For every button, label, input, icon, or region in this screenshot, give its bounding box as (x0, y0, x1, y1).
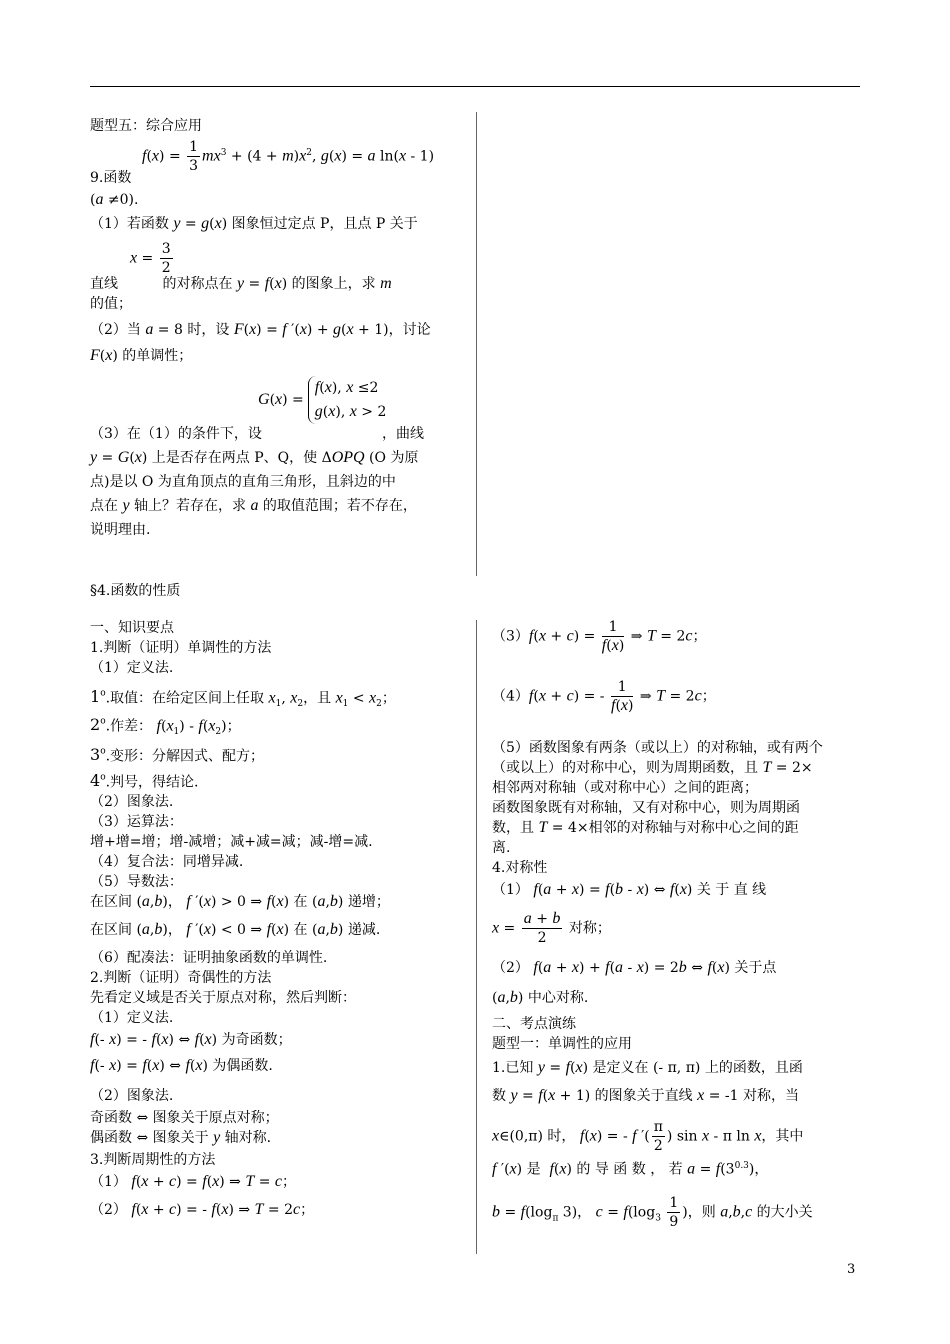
text-line: 点)是以 O 为直角顶点的直角三角形，且斜边的中 (90, 474, 396, 490)
text-line: F(x) 的单调性； (90, 347, 193, 364)
text-line: 说明理由. (90, 522, 151, 538)
text-line: （1） f(a + x) = f(b - x) ⇔ f(x) 关 于 直 线 (492, 881, 767, 898)
text-line: 4.对称性 (492, 860, 548, 876)
text-line: （2） f(a + x) + f(a - x) = 2b ⇔ f(x) 关于点 (492, 959, 777, 976)
formula-line: （3）f(x + c) = $\frac{1}{f(x)}$ ⇒ T = 2c； (492, 619, 707, 654)
text-line: f ′(x) 是 f(x) 的 导 函 数 ， 若 $a = f(3^{0.3})$， (492, 1160, 769, 1178)
text-line: 4$^o$.判号，得结论. (90, 771, 199, 791)
formula-line: f(x) = $\frac{1}{3}$ $mx^3 + (4 + m)x^2$, g(x) = a ln(x - 1) (142, 139, 435, 174)
left-column-bottom (90, 618, 462, 1228)
text-line: 的值； (90, 296, 132, 312)
formula-line: $b = f(\log_\pi$ 3)， $c = f(\log_3$ $\frac{1}{9}$ )，则 a,b,c 的大小关 (492, 1195, 813, 1230)
section-heading: §4.函数的性质 (90, 583, 181, 599)
text-line: 在区间 (a,b)， f ′(x) > 0 ⇒ f(x) 在 (a,b) 递增； (90, 893, 390, 910)
text-line: 1$^o$.取值：在给定区间上任取 $x_1$, $x_2$，且 $x_1 < x_2$； (90, 687, 396, 710)
text-line: 奇函数 ⇔ 图象关于原点对称； (90, 1110, 279, 1126)
formula-line: x∈(0,π) 时， f(x) = - f ′( $\frac{\pi}{2}$ ) sin x - π ln x，其中 (492, 1119, 804, 1154)
text-line: 离. (492, 840, 511, 856)
text-line: 2$^o$.作差： $f(x_1) - f(x_2)$； (90, 715, 241, 738)
text-line: 题型一：单调性的应用 (492, 1036, 632, 1052)
page-number: 3 (847, 1262, 856, 1277)
text-line: 二、考点演练 (492, 1016, 576, 1032)
text-line: 2.判断（证明）奇偶性的方法 (90, 970, 272, 986)
text-line: （3）在（1）的条件下，设 ，曲线 (90, 426, 424, 442)
left-column-top (90, 116, 462, 540)
text-line: 1.已知 y = f(x) 是定义在 (- π, π) 上的函数，且函 (492, 1059, 803, 1076)
text-line: （2） f(x + c) = - f(x) ⇒ T = 2c； (90, 1201, 315, 1218)
text-line: 先看定义域是否关于原点对称，然后判断： (90, 990, 356, 1006)
text-line: （或以上）的对称中心，则为周期函数，且 T = 2× (492, 759, 813, 776)
text-line: （1）若函数 y = g(x) 图象恒过定点 P，且点 P 关于 (90, 215, 418, 232)
text-line: 相邻两对称轴（或对称中心）之间的距离； (492, 780, 758, 796)
text-line: 数 y = f(x + 1) 的图象关于直线 x = -1 对称，当 (492, 1087, 799, 1104)
text-line: 3$^o$.变形：分解因式、配方； (90, 745, 265, 765)
text-line: (a,b) 中心对称. (492, 989, 589, 1006)
text-line: （1）定义法. (90, 1010, 174, 1026)
text-line: 点在 y 轴上？若存在，求 a 的取值范围；若不存在， (90, 497, 417, 514)
formula-line: x = $\frac{3}{2}$ (130, 241, 171, 276)
text-line: 数，且 T = 4×相邻的对称轴与对称中心之间的距 (492, 819, 799, 836)
text-line: 偶函数 ⇔ 图象关于 y 轴对称. (90, 1129, 272, 1146)
column-divider-top (476, 112, 477, 576)
text-line: （1）定义法. (90, 660, 174, 676)
text-line: （4）复合法：同增异减. (90, 854, 244, 870)
formula-line: G(x) = f(x), x ≤2 g(x), x > 2 (90, 376, 462, 424)
header-rule (90, 86, 860, 87)
formula-line: （4）f(x + c) = - $\frac{1}{f(x)}$ ⇒ T = 2c； (492, 679, 716, 714)
text-line: 题型五：综合应用 (90, 118, 202, 134)
text-line: 9.函数 (90, 170, 132, 186)
text-line: y = G(x) 上是否存在两点 P、Q，使 ΔOPQ (O 为原 (90, 449, 419, 466)
text-line: 直线 的对称点在 y = f(x) 的图象上，求 m (90, 275, 392, 292)
text-line: （2）当 a = 8 时，设 F(x) = f ′(x) + g(x + 1)，讨论 (90, 321, 431, 338)
text-line: 1.判断（证明）单调性的方法 (90, 640, 272, 656)
text-line: 在区间 (a,b)， f ′(x) < 0 ⇒ f(x) 在 (a,b) 递减. (90, 921, 381, 938)
column-divider-bottom (476, 620, 477, 1254)
text-line: （2）图象法. (90, 794, 174, 810)
text-line: （6）配凑法：证明抽象函数的单调性. (90, 950, 328, 966)
text-line: 增+增=增；增-减增；减+减=减；减-增=减. (90, 834, 373, 850)
text-line: （3）运算法： (90, 814, 183, 830)
text-line: （1） f(x + c) = f(x) ⇒ T = c； (90, 1173, 297, 1190)
text-line: 一、知识要点 (90, 620, 174, 636)
text-line: f(- x) = - f(x) ⇔ f(x) 为奇函数； (90, 1031, 292, 1048)
right-column (492, 618, 862, 1230)
formula-line: (a ≠0). (90, 191, 139, 208)
text-line: 函数图象既有对称轴，又有对称中心，则为周期函 (492, 800, 800, 816)
text-line: f(- x) = f(x) ⇔ f(x) 为偶函数. (90, 1057, 273, 1074)
text-line: 3.判断周期性的方法 (90, 1152, 216, 1168)
text-line: （5）函数图象有两条（或以上）的对称轴，或有两个 (492, 740, 823, 756)
text-line: （2）图象法. (90, 1088, 174, 1104)
text-line: （5）导数法： (90, 874, 183, 890)
formula-line: x = $\frac{a + b}{2}$ 对称； (492, 910, 611, 946)
